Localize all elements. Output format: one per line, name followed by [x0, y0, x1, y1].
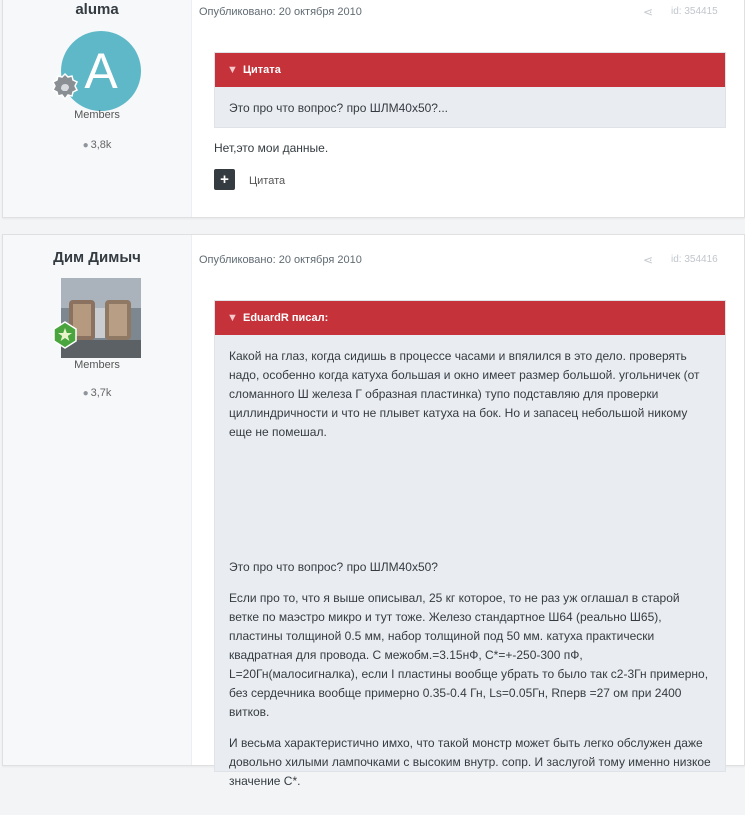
quote-header[interactable] [215, 53, 725, 87]
reputation-value: 3,8k [90, 139, 112, 151]
post-date[interactable]: Опубликовано: 20 октября 2010 [199, 254, 362, 266]
quote-text: Это про что вопрос? про ШЛМ40х50?... [229, 101, 448, 115]
post-date[interactable]: Опубликовано: 20 октября 2010 [199, 6, 362, 18]
chevron-down-icon: ▼ [227, 312, 238, 324]
author-panel [3, 0, 192, 217]
post-354416 [2, 234, 745, 788]
quote-title: EduardR писал: [243, 312, 329, 324]
share-icon[interactable]: ⋖ [643, 253, 654, 267]
comment-icon: ● [82, 388, 89, 399]
chevron-down-icon: ▼ [227, 64, 238, 76]
quote-body [215, 335, 725, 815]
comment-icon: ● [82, 140, 89, 151]
rank-badge-icon [51, 73, 79, 101]
quote-paragraph: Это про что вопрос? про ШЛМ40х50? [229, 560, 438, 574]
author-name[interactable]: aluma [75, 1, 119, 18]
post-id: id: 354416 [671, 254, 718, 265]
avatar[interactable]: A [61, 31, 141, 111]
quote-header[interactable] [215, 301, 725, 335]
quote-button[interactable]: Цитата [249, 175, 286, 187]
star-badge-icon [51, 321, 79, 349]
quote-paragraph: Какой на глаз, когда сидишь в процессе часами и впялился в это дело. проверять надо, особенно когда катуха большая и окно имеет размер большой. угольничек (от сломанного Ш железа Г образная пластинка) тупо подставляю для проверки циллиндричности и что не плывет катуха на бок. Но и запасец небольшой никому еще не помешал. [229, 349, 700, 439]
member-group: Members [74, 109, 120, 121]
quote-title: Цитата [243, 64, 281, 76]
author-panel [3, 235, 192, 765]
member-group: Members [74, 359, 120, 371]
quote-block [214, 52, 726, 128]
quote-paragraph: И весьма характеристично имхо, что такой монстр может быть легко обслужен даже довольно хилыми лампочками с высоким внутр. сопр. И заслугой тому именно низкое значение С*. [229, 736, 711, 788]
quote-paragraph: Если про то, что я выше описывал, 25 кг которое, то не раз уж оглашал в старой ветке по маэстро микро и тут тоже. Железо стандартное Ш64 (реально Ш65), пластины толщиной 0.5 мм, набор толщиной под 50 мм. катуха практически квадратная для провода. С межобм.=3.15нФ, С*=+-250-300 пФ, L=20Гн(малосигналка), если I пластины вообще убрать то было так с2-3Гн примерно, без сердечника вообще примерно 0.35-0.4 Гн, Ls=0.05Гн, Rперв =27 ом при 2400 витков. [229, 591, 709, 719]
post-354415 [2, 0, 745, 218]
quote-spacer [229, 454, 711, 558]
multiquote-button[interactable]: + [214, 169, 235, 190]
reputation [3, 139, 191, 151]
reputation-value: 3,7k [90, 387, 112, 399]
post-id: id: 354415 [671, 6, 718, 17]
quote-body [215, 87, 725, 130]
author-name[interactable]: Дим Димыч [53, 249, 141, 266]
quote-block [214, 300, 726, 788]
post-text: Нет,это мои данные. [214, 141, 329, 155]
reputation [3, 387, 191, 399]
share-icon[interactable]: ⋖ [643, 5, 654, 19]
